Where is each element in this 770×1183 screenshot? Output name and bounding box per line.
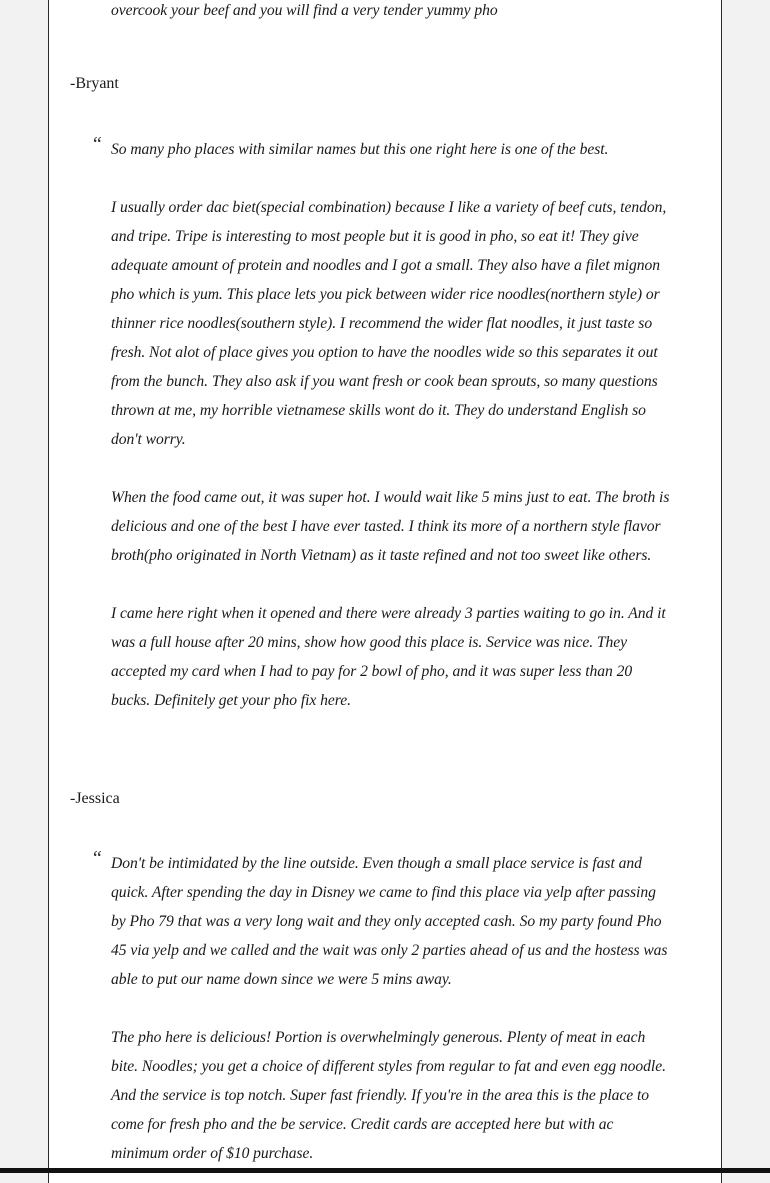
document-page [48,0,722,1183]
window-bottom-edge [0,1168,770,1173]
quote-mark-icon: “ [91,847,103,869]
review-body-jessica [111,849,671,1168]
review-paragraph: Don't be intimidated by the line outside. Even though a small place service is fast and quick. After spending the day in Disney we came to find this place via yelp after passing by Pho 79 that was a very long wait and they only accepted cash. So my party found Pho 45 via yelp and we called and the wait was only 2 parties ahead of us and the hostess was able to put our name down since we were 5 mins away. [111,855,668,988]
lead-fragment-block [111,0,671,25]
reviewer-name-jessica: -Jessica [70,790,120,807]
review-paragraph: So many pho places with similar names but this one right here is one of the best. [111,141,609,158]
quote-mark-icon: “ [91,133,103,155]
review-paragraph: I came here right when it opened and there were already 3 parties waiting to go in. And it was a full house after 20 mins, show how good this place is. Service was nice. They accepted my card when I had to pay for 2 bowl of pho, and it was super less than 20 bucks. Definitely get your pho fix here. [111,605,666,709]
review-paragraph: When the food came out, it was super hot. I would wait like 5 mins just to eat. The broth is delicious and one of the best I have ever tasted. I think its more of a northern style flavor broth(pho originated in North Vietnam) as it taste refined and not too sweet like others. [111,489,670,564]
reviewer-name-bryant: -Bryant [70,75,119,92]
review-body-bryant [111,135,671,715]
review-fragment-text: overcook your beef and you will find a very tender yummy pho [111,2,498,19]
review-paragraph: I usually order dac biet(special combination) because I like a variety of beef cuts, tendon, and tripe. Tripe is interesting to most people but it is good in pho, so eat it! They give adequate amount of protein and noodles and I got a small. They also have a filet mignon pho which is yum. This place lets you pick between wider rice noodles(northern style) or thinner rice noodles(southern style). I recommend the wider flat noodles, it just taste so fresh. Not alot of place gives you option to have the noodles wide so this separates it out from the bunch. They also ask if you want fresh or cook bean sprouts, so many questions thrown at me, my horrible vietnamese skills wont do it. They do understand English so don't worry. [111,199,667,448]
review-paragraph: The pho here is delicious! Portion is overwhelmingly generous. Plenty of meat in each bite. Noodles; you get a choice of different styles from regular to fat and even egg noodle. And the service is top notch. Super fast friendly. If you're in the area this is the place to come for fresh pho and the be service. Credit cards are accepted here but with ac minimum order of $10 purchase. [111,1029,666,1162]
